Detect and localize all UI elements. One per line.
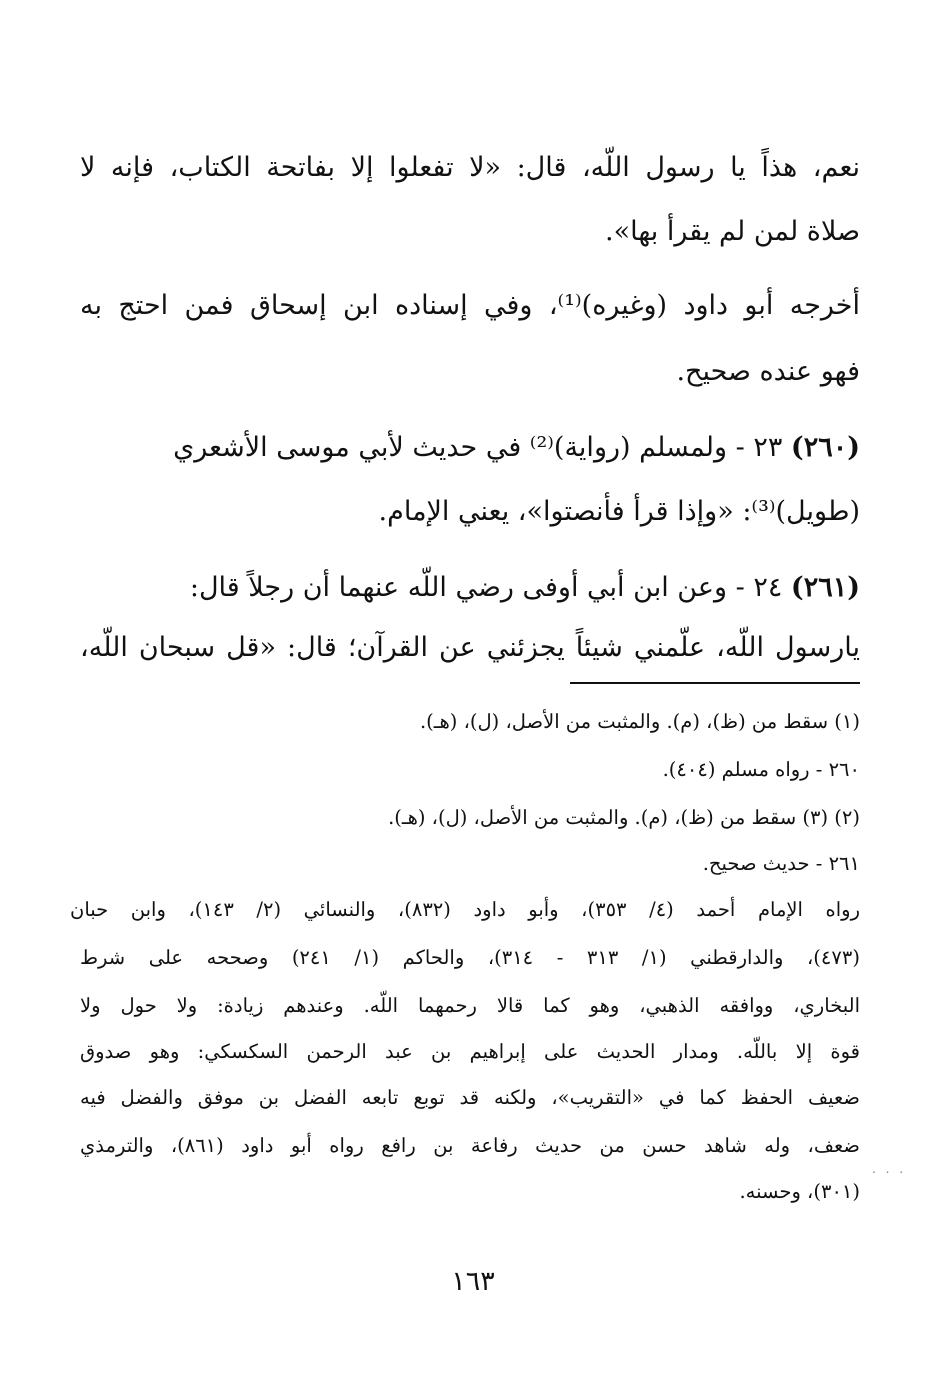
hadith-261-sequence: ٢٤ - (735, 572, 783, 603)
body-line-3: أخرجه أبو داود (وغيره)⁽¹⁾، وفي إسناده ابن إسحاق فمن احتج به (80, 290, 861, 321)
body-line-4: فهو عنده صحيح. (676, 356, 860, 387)
footnote-divider (570, 682, 860, 684)
margin-dots: . . . (872, 1162, 907, 1176)
body-line-1: نعم، هذاً يا رسول اللّه، قال: «لا تفعلوا إلا بفاتحة الكتاب، فإنه لا (80, 152, 860, 183)
hadith-261-text: وعن ابن أبي أوفى رضي اللّه عنهما أن رجلاً قال: (189, 572, 727, 603)
footnote-261-grade: ٢٦١ - حديث صحيح. (702, 852, 860, 875)
hadith-260-sequence: ٢٣ - (735, 432, 783, 463)
hadith-260-line-1 (80, 432, 860, 463)
footnote-261-line-1: رواه الإمام أحمد (٤/ ٣٥٣)، وأبو داود (٨٣٢)، والنسائي (٢/ ١٤٣)، وابن حبان (70, 898, 860, 921)
hadith-260-line-2: (طويل)⁽³⁾: «وإذا قرأ فأنصتوا»، يعني الإمام. (378, 496, 860, 527)
footnote-2-3: (٢) (٣) سقط من (ظ)، (م). والمثبت من الأصل، (ل)، (هـ). (388, 806, 860, 829)
footnote-261-line-2: (٤٧٣)، والدارقطني (١/ ٣١٣ - ٣١٤)، والحاكم (١/ ٢٤١) وصححه على شرط (80, 946, 860, 969)
footnote-261-line-4: قوة إلا باللّه. ومدار الحديث على إبراهيم بن عبد الرحمن السكسكي: وهو صدوق (80, 1040, 860, 1063)
hadith-261-number: (٢٦١) (790, 572, 860, 603)
footnote-1: (١) سقط من (ظ)، (م). والمثبت من الأصل، (ل)، (هـ). (419, 710, 860, 733)
body-line-2: صلاة لمن لم يقرأ بها». (605, 216, 860, 247)
hadith-260-text: ولمسلم (رواية)⁽²⁾ في حديث لأبي موسى الأشعري (173, 432, 727, 463)
hadith-261-line-1 (80, 572, 860, 603)
footnote-261-line-6: ضعف، وله شاهد حسن من حديث رفاعة بن رافع رواه أبو داود (٨٦١)، والترمذي (80, 1134, 860, 1157)
hadith-260-number: (٢٦٠) (790, 432, 860, 463)
footnote-261-line-3: البخاري، ووافقه الذهبي، وهو كما قالا رحمهما اللّه. وعندهم زيادة: ولا حول ولا (80, 994, 860, 1017)
footnote-261-line-7: (٣٠١)، وحسنه. (739, 1180, 860, 1203)
page-number: ١٦٣ (451, 1266, 495, 1297)
hadith-261-line-2: يارسول اللّه، علّمني شيئاً يجزئني عن القرآن؛ قال: «قل سبحان اللّه، (80, 632, 860, 663)
footnote-261-line-5: ضعيف الحفظ كما في «التقريب»، ولكنه قد توبع تابعه الفضل بن موفق والفضل فيه (80, 1086, 860, 1109)
footnote-260-source: ٢٦٠ - رواه مسلم (٤٠٤). (662, 758, 860, 781)
